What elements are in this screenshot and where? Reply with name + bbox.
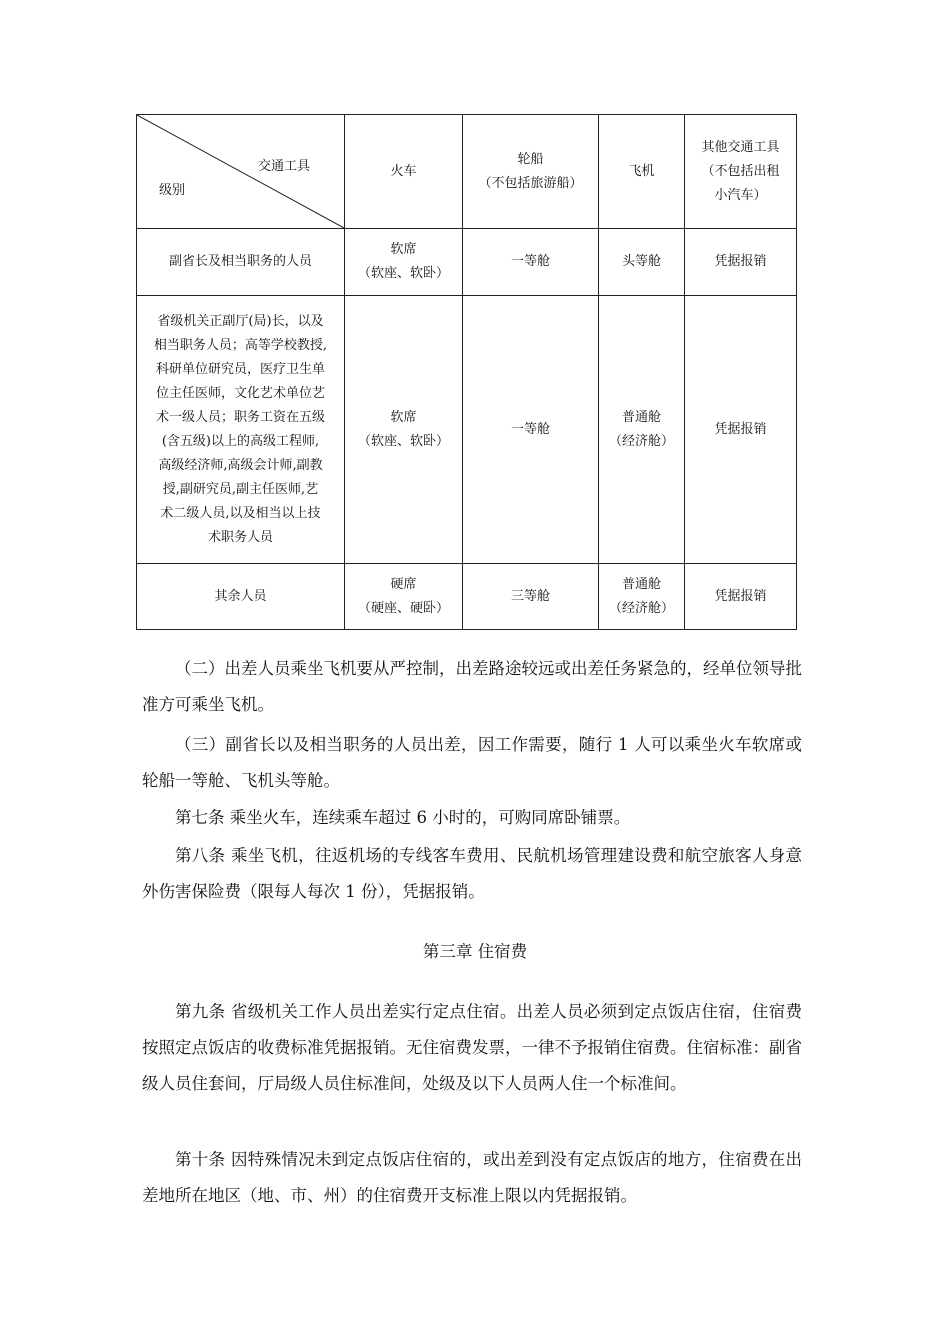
header-rank-label: 级别	[159, 183, 186, 198]
train-cell: 软席 （软座、软卧）	[345, 229, 463, 296]
header-train: 火车	[345, 115, 463, 229]
chapter-3-heading: 第三章 住宿费	[422, 942, 528, 961]
table-header-row	[137, 115, 797, 229]
diagonal-header-cell	[137, 115, 345, 229]
article-7: 第七条 乘坐火车，连续乘车超过 6 小时的，可购同席卧铺票。	[175, 808, 631, 827]
table-row	[137, 229, 797, 296]
ship-cell: 三等舱	[463, 564, 599, 630]
rank-cell: 副省长及相当职务的人员	[137, 229, 345, 296]
header-other: 其他交通工具 （不包括出租 小汽车）	[685, 115, 797, 229]
ship-cell: 一等舱	[463, 229, 599, 296]
paragraph-2: （二）出差人员乘坐飞机要从严控制，出差路途较远或出差任务紧急的，经单位领导批准方可乘坐飞机。	[142, 659, 802, 714]
table-row	[137, 296, 797, 564]
header-ship: 轮船 （不包括旅游船）	[463, 115, 599, 229]
plane-cell: 普通舱 （经济舱）	[599, 296, 685, 564]
article-9: 第九条 省级机关工作人员出差实行定点住宿。出差人员必须到定点饭店住宿，住宿费按照定点饭店的收费标准凭据报销。无住宿费发票，一律不予报销住宿费。住宿标准：副省级人员住套间，厅局级人员住标准间，处级及以下人员两人住一个标准间。	[142, 1002, 802, 1093]
other-cell: 凭据报销	[685, 564, 797, 630]
header-transport-label: 交通工具	[257, 159, 310, 174]
ship-cell: 一等舱	[463, 296, 599, 564]
table-row	[137, 564, 797, 630]
travel-standard-table	[136, 114, 797, 630]
paragraph-3: （三）副省长以及相当职务的人员出差，因工作需要，随行 1 人可以乘坐火车软席或轮船一等舱、飞机头等舱。	[142, 735, 802, 790]
article-10: 第十条 因特殊情况未到定点饭店住宿的，或出差到没有定点饭店的地方，住宿费在出差地所在地区（地、市、州）的住宿费开支标准上限以内凭据报销。	[142, 1150, 802, 1205]
plane-cell: 头等舱	[599, 229, 685, 296]
train-cell: 硬席 （硬座、硬卧）	[345, 564, 463, 630]
diagonal-line	[137, 115, 344, 228]
rank-cell: 省级机关正副厅(局)长，以及 相当职务人员；高等学校教授, 科研单位研究员，医疗卫生单 位主任医师，文化艺术单位艺 术一级人员；职务工资在五级 (含五级)以上的高级工程师, 高级经济师,高级会计师,副教 授,副研究员,副主任医师,艺 术二级人员,以及相当以上技 术职务人员	[137, 296, 345, 564]
plane-cell: 普通舱 （经济舱）	[599, 564, 685, 630]
article-8: 第八条 乘坐飞机，往返机场的专线客车费用、民航机场管理建设费和航空旅客人身意外伤害保险费（限每人每次 1 份），凭据报销。	[142, 846, 802, 901]
train-cell: 软席 （软座、软卧）	[345, 296, 463, 564]
other-cell: 凭据报销	[685, 229, 797, 296]
other-cell: 凭据报销	[685, 296, 797, 564]
rank-cell: 其余人员	[137, 564, 345, 630]
header-plane: 飞机	[599, 115, 685, 229]
